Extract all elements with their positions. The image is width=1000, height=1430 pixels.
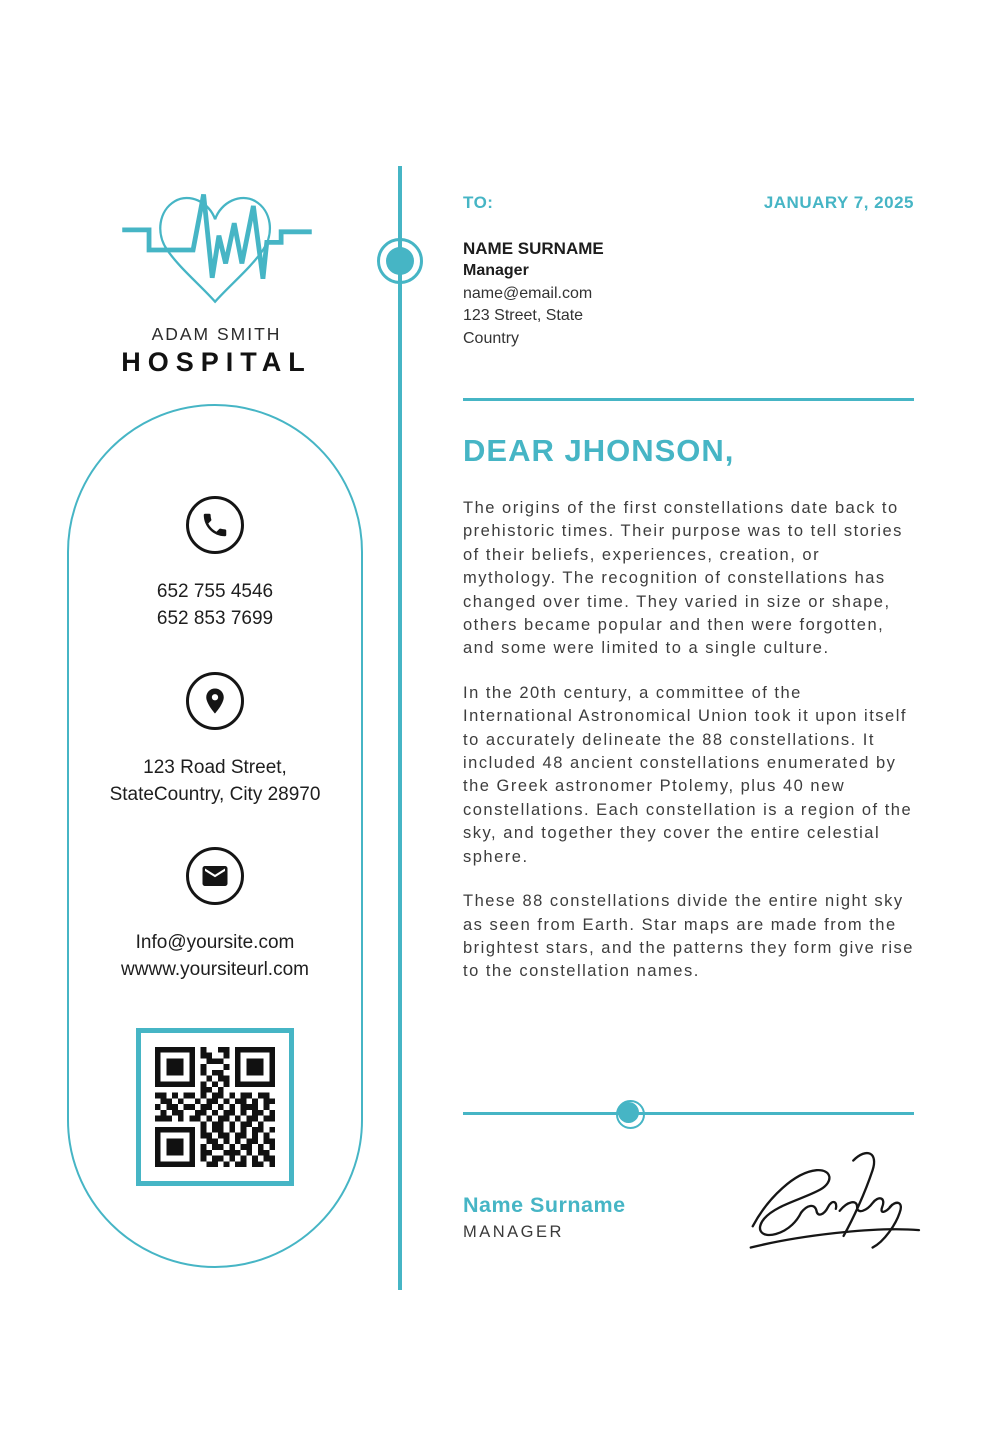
phone-icon-badge (69, 496, 361, 554)
hospital-name-line: ADAM SMITH (151, 324, 282, 344)
phone-number: 652 755 4546 (156, 581, 274, 602)
contact-email: Info@yoursite.com (135, 932, 295, 953)
address-line: StateCountry, City 28970 (109, 784, 321, 805)
web-contacts (69, 929, 361, 983)
hospital-type-line: HOSPITAL (121, 347, 312, 377)
vertical-divider (398, 166, 402, 1290)
recipient-email: name@email.com (463, 284, 593, 302)
letter-paragraph: In the 20th century, a committee of the International Astronomical Union took it upon itself to accurately delineate the 88 constellations. It included 48 ancient constellations enumerated by the Greek astronomer Ptolemy, plus 40 new constellations. Each constellation is a region of the sky, and together they cover the entire celestial sphere. (463, 683, 913, 866)
letter-paragraph: These 88 constellations divide the entire night sky as seen from Earth. Star maps are made from the brightest stars, and the patterns they form give rise to the constellation names. (463, 892, 914, 981)
street-address (69, 754, 361, 808)
letter-body (463, 497, 914, 1005)
heartbeat-logo-icon (103, 183, 331, 317)
salutation-heading: DEAR JHONSON, (463, 433, 735, 468)
qr-code (136, 1028, 294, 1186)
footer-divider (463, 1098, 914, 1130)
recipient-address-line: 123 Street, State (463, 307, 584, 324)
to-label: TO: (463, 193, 494, 212)
letter-header-row (463, 193, 914, 213)
email-icon-badge (69, 847, 361, 905)
recipient-block (463, 237, 914, 350)
phone-number: 652 853 7699 (156, 608, 274, 629)
sender-name: Name Surname (463, 1193, 626, 1217)
letter-paragraph: The origins of the first constellations date back to prehistoric times. Their purpose was to tell stories of their beliefs, experiences, creation, or mythology. The recognition of constellations has changed over time. They varied in size or shape, others became popular and then were forgotten, and some were limited to a single culture. (463, 499, 903, 658)
phone-numbers (69, 578, 361, 632)
footer-divider-line (463, 1112, 914, 1115)
header-rule (463, 398, 914, 401)
qr-code-frame (69, 1028, 361, 1186)
recipient-title: Manager (463, 262, 529, 279)
website-url: wwww.yoursiteurl.com (121, 959, 309, 980)
recipient-name: NAME SURNAME (463, 239, 604, 258)
footer-divider-dot (618, 1102, 639, 1123)
envelope-icon (186, 847, 244, 905)
sender-title: MANAGER (463, 1223, 564, 1241)
location-pin-icon (186, 672, 244, 730)
letter-date: JANUARY 7, 2025 (763, 193, 914, 212)
hospital-brand (68, 324, 365, 378)
location-icon-badge (69, 672, 361, 730)
divider-dot-marker (386, 247, 414, 275)
signature-script (735, 1147, 927, 1263)
recipient-address-line: Country (463, 329, 520, 347)
contact-capsule (67, 404, 363, 1268)
phone-icon (186, 496, 244, 554)
address-line: 123 Road Street, (143, 757, 287, 778)
